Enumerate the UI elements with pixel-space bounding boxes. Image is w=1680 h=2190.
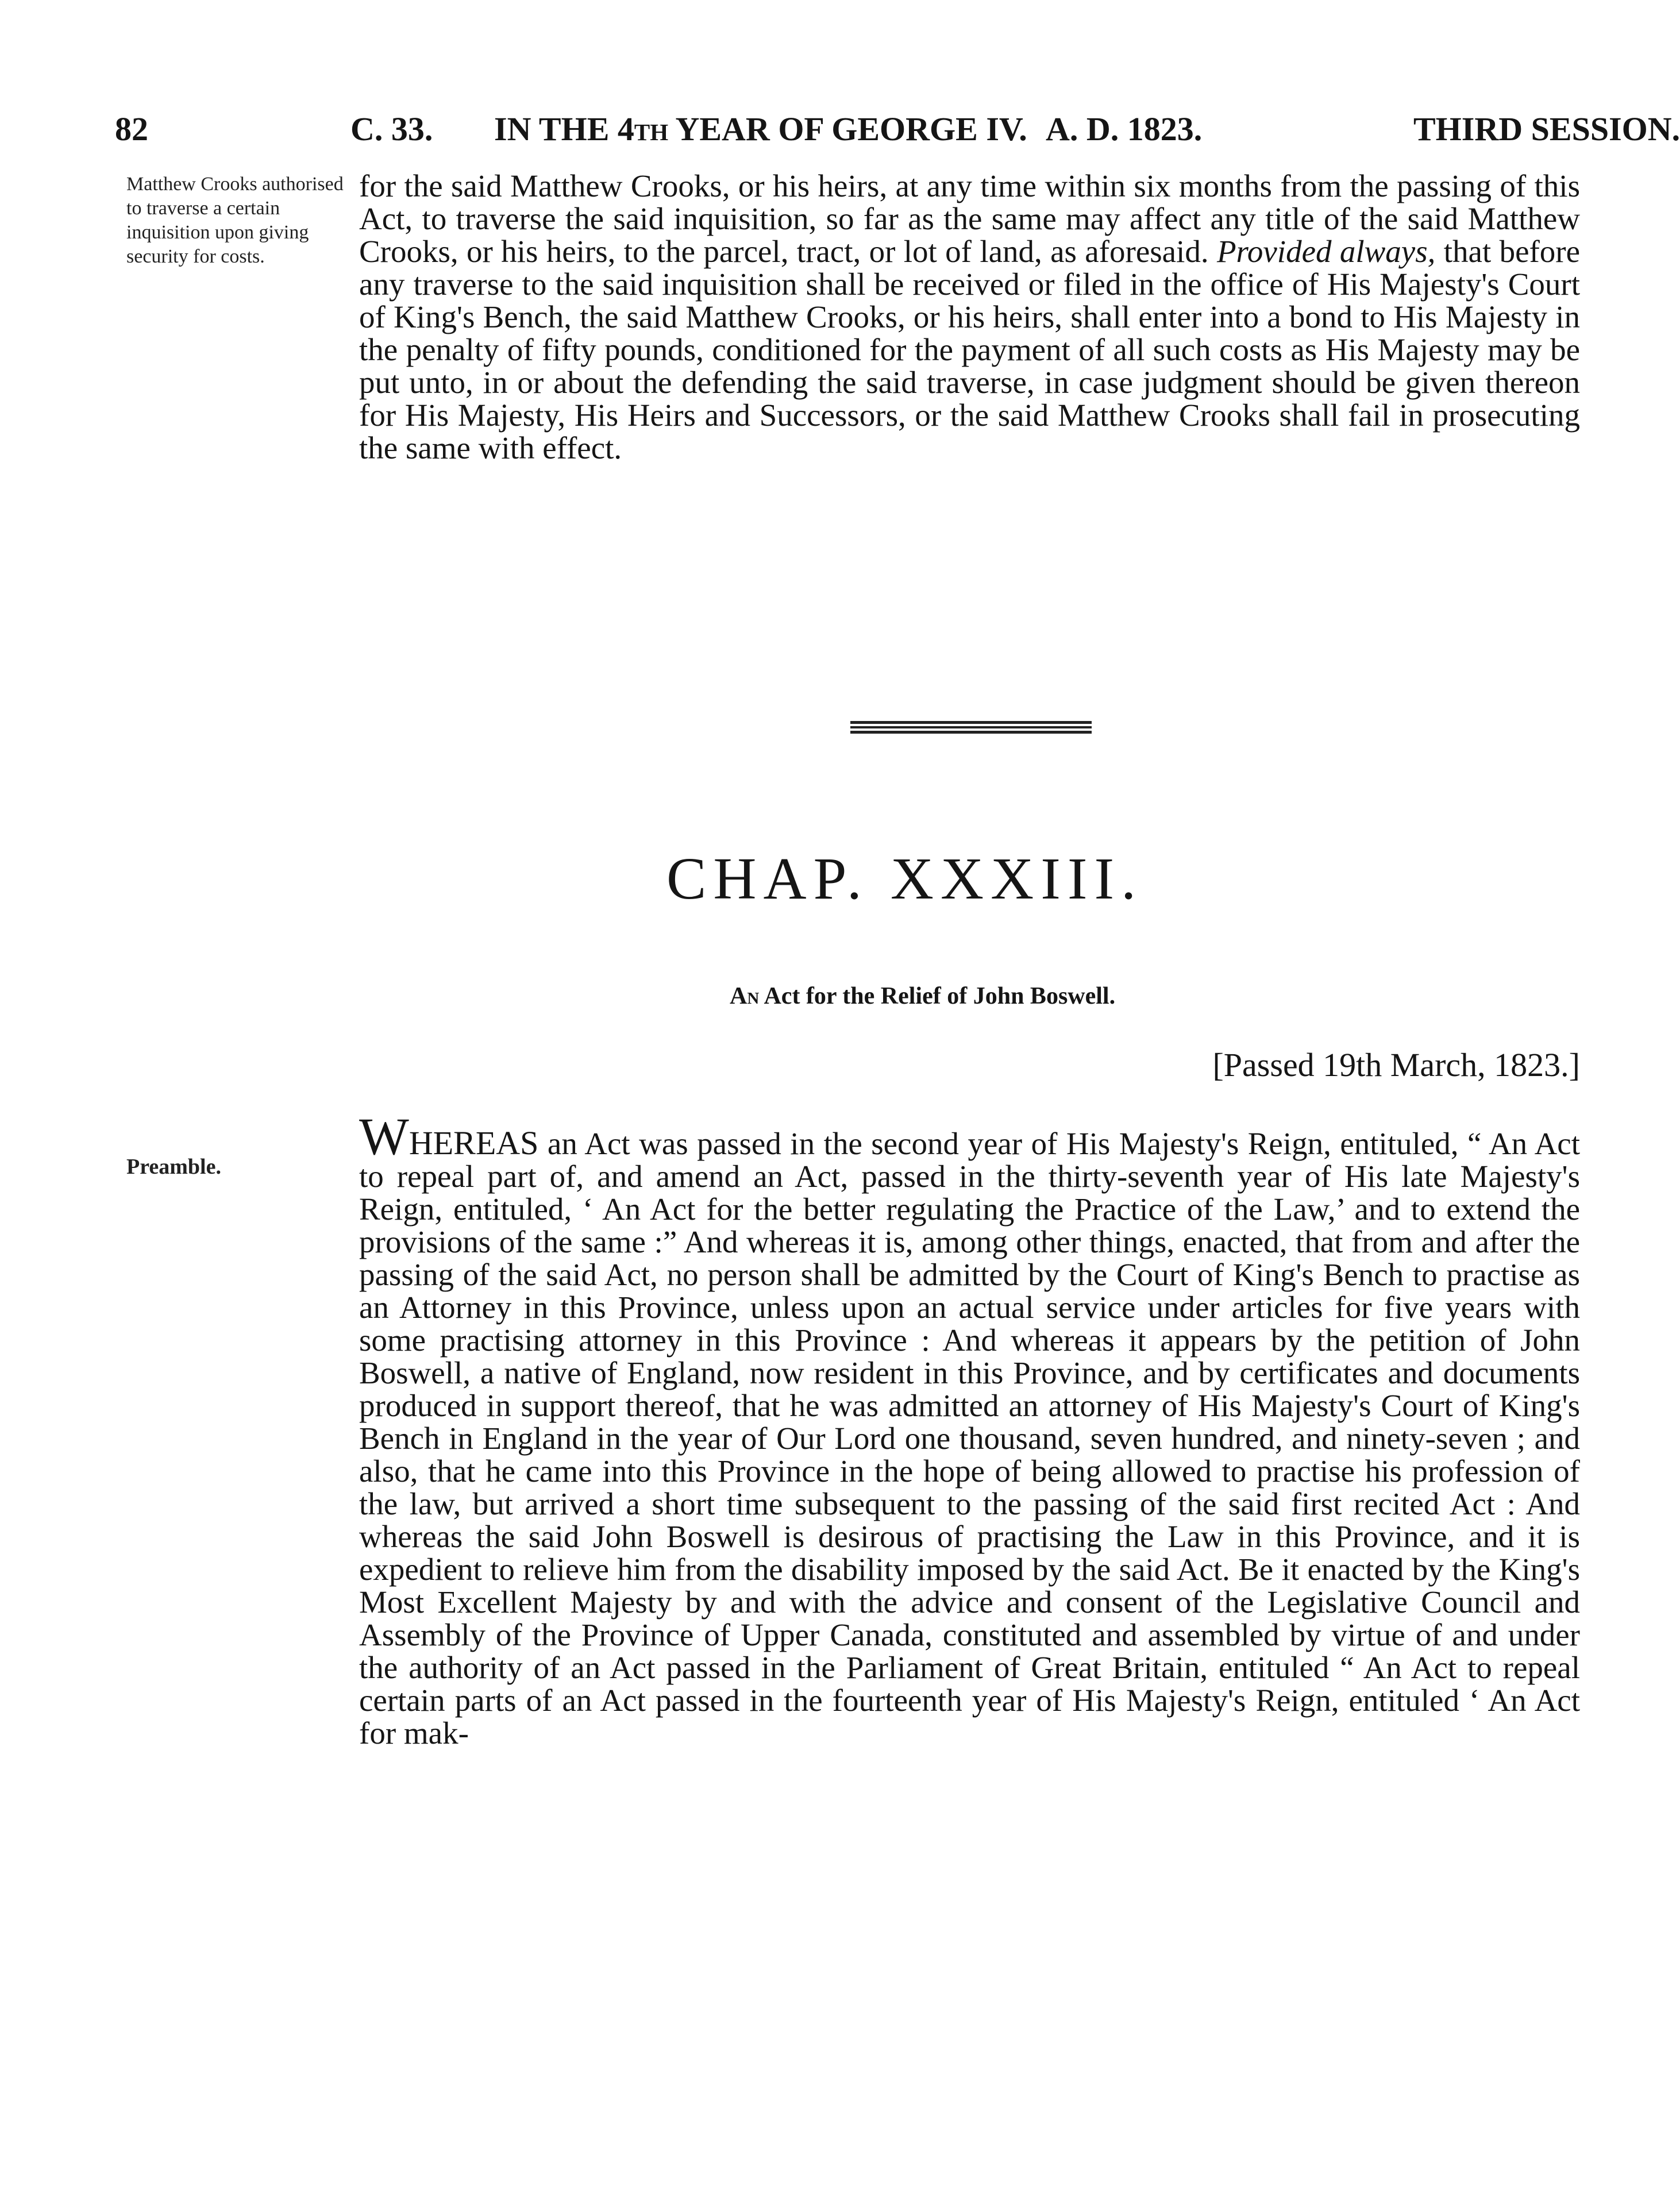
drop-cap: W — [359, 1107, 409, 1166]
preamble-lead-word: HEREAS — [409, 1124, 539, 1162]
act-subtitle-lead: An — [730, 983, 760, 1009]
section-traverse-text-a: for the said Matthew Crooks, or his heirs, at any time within six months from the passing of this Act, to traverse the said inquisition, so far as the same may affect any title of the said Matthew Crooks, or his heirs, to the parcel, tract, or lot of land, as aforesaid. — [359, 168, 1580, 269]
header-year: A. D. 1823. — [1046, 110, 1203, 148]
header-session: THIRD SESSION. — [1413, 110, 1680, 148]
preamble-body: an Act was passed in the second year of His Majesty's Reign, entituled, “ An Act to repeal part of, and amend an Act, passed in the thirty-seventh year of His late Majesty's Reign, entituled, ‘ An Act for the better regulating the Practice of the Law,’ and to extend the provisions of the same :” And whereas it is, among other things, enacted, that from and after the passing of the said Act, no person shall be admitted by the Court of King's Bench to practise as an Attorney in this Province, unless upon an actual service under articles for five years with some practising attorney in this Province : And whereas it appears by the petition of John Boswell, a native of England, now resident in this Province, and by certificates and documents produced in support thereof, that he was admitted an attorney of His Majesty's Court of King's Bench in England in the year of Our Lord one thousand, seven hundred, and ninety-seven ; and also, that he came into this Province in the hope of being allowed to practise his profession of the law, but arrived a short time subsequent to the passing of the said first recited Act : And whereas the said John Boswell is desirous of practising the Law in this Province, and it is expedient to relieve him from the disability imposed by the said Act. Be it enacted by the King's Most Excellent Majesty by and with the advice and consent of the Legislative Council and Assembly of the Province of Upper Canada, constituted and assembled by virtue of and under the authority of an Act passed in the Parliament of Great Britain, entituled “ An Act to repeal certain parts of an Act passed in the fourteenth year of His Majesty's Reign, entituled ‘ An Act for mak- — [359, 1126, 1580, 1751]
chapter-title: CHAP. XXXIII. — [666, 846, 1143, 912]
section-traverse-text-b: that before any traverse to the said inquisition shall be received or filed in the office of His Majesty's Court of King's Bench, the said Matthew Crooks, or his heirs, shall enter into a bond to His Majesty in the penalty of fifty pounds, conditioned for the payment of all such costs as His Majesty may be put unto, in or about the defending the said traverse, in case judgment should be given thereon for His Majesty, His Heirs and Successors, or the said Matthew Crooks shall fail in prosecuting the same with effect. — [359, 234, 1581, 465]
section-traverse-text — [359, 169, 1580, 464]
page-number: 82 — [115, 110, 148, 148]
proviso-phrase: Provided always, — [1216, 234, 1436, 269]
passed-date: [Passed 19th March, 1823.] — [1212, 1046, 1580, 1084]
margin-note-traverse: Matthew Crooks authorised to traverse a certain inquisition upon giving security for costs. — [126, 173, 344, 267]
margin-note-preamble: Preamble. — [126, 1155, 221, 1179]
header-reign: IN THE 4th YEAR OF GEORGE IV. — [494, 110, 1027, 148]
ornamental-rule — [850, 721, 1092, 734]
act-subtitle-rest: Act for the Relief of John Boswell. — [764, 983, 1116, 1009]
act-subtitle — [730, 982, 1304, 1017]
running-header — [115, 103, 1680, 155]
header-chapter: C. 33. — [350, 110, 433, 148]
preamble-text — [359, 1107, 1580, 1751]
